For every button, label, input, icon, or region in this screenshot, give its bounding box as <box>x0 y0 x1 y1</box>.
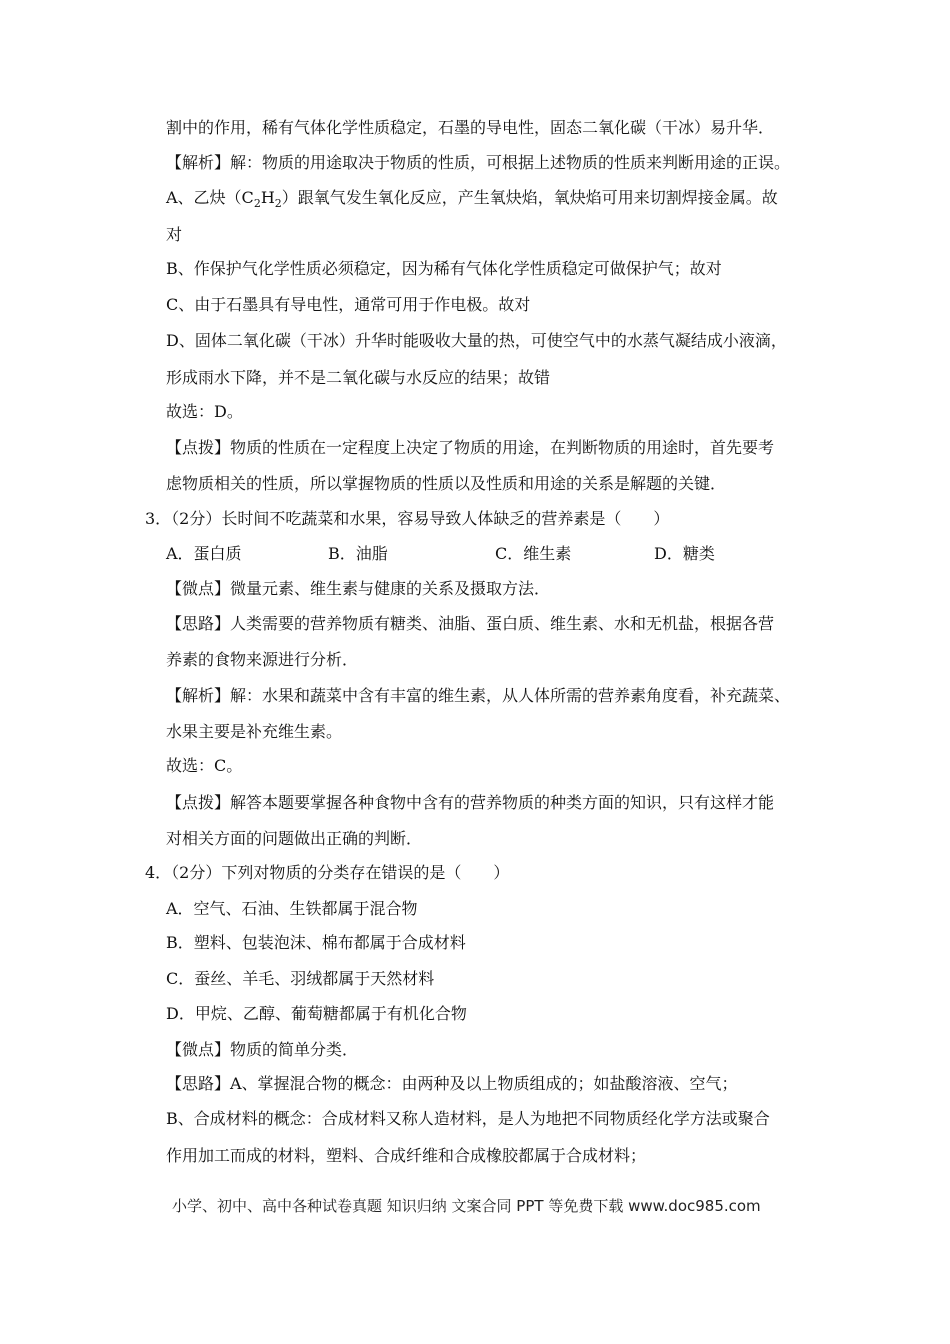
q3-option-a: A．蛋白质 <box>166 544 242 563</box>
paragraph-line: 虑物质相关的性质，所以掌握物质的性质以及性质和用途的关系是解题的关键． <box>166 474 727 493</box>
question-4: 4．（2分）下列对物质的分类存在错误的是（ ） <box>145 863 510 882</box>
paragraph-line: 对 <box>166 225 183 244</box>
option-a-explanation <box>166 188 778 211</box>
paragraph-line: B、合成材料的概念：合成材料又称人造材料，是人为地把不同物质经化学方法或聚合 <box>166 1109 770 1128</box>
q3-option-b: B．油脂 <box>328 544 388 563</box>
analysis-line: 【解析】解：物质的用途取决于物质的性质，可根据上述物质的性质来判断用途的正误。 <box>166 153 791 172</box>
text-segment: H <box>260 188 275 207</box>
answer-line: 故选：C。 <box>166 756 243 775</box>
q3-option-c: C．维生素 <box>495 544 572 563</box>
paragraph-line: 对相关方面的问题做出正确的判断． <box>166 829 423 848</box>
paragraph-line: 形成雨水下降，并不是二氧化碳与水反应的结果；故错 <box>166 368 551 387</box>
page-footer: 小学、初中、高中各种试卷真题 知识归纳 文案合同 PPT 等免费下载 www.doc985.com <box>172 1197 761 1215</box>
option-b-explanation: B、作保护气化学性质必须稳定，因为稀有气体化学性质稳定可做保护气；故对 <box>166 259 722 278</box>
answer-line: 故选：D。 <box>166 402 243 421</box>
subscript: 2 <box>253 197 261 211</box>
approach-line: 【思路】A、掌握混合物的概念：由两种及以上物质组成的；如盐酸溶液、空气； <box>166 1074 738 1093</box>
approach-line: 【思路】人类需要的营养物质有糖类、油脂、蛋白质、维生素、水和无机盐，根据各营 <box>166 614 775 633</box>
text-segment: ）跟氧气发生氧化反应，产生氧炔焰，氧炔焰可用来切割焊接金属。故 <box>281 188 778 207</box>
subscript: 2 <box>274 197 282 211</box>
q4-option-c: C．蚕丝、羊毛、羽绒都属于天然材料 <box>166 969 435 988</box>
tip-line: 【点拨】解答本题要掌握各种食物中含有的营养物质的种类方面的知识，只有这样才能 <box>166 793 775 812</box>
tip-line: 【点拨】物质的性质在一定程度上决定了物质的用途，在判断物质的用途时，首先要考 <box>166 438 775 457</box>
paragraph-line: 水果主要是补充维生素。 <box>166 722 343 741</box>
key-point-line: 【微点】微量元素、维生素与健康的关系及摄取方法． <box>166 579 551 598</box>
q4-option-d: D．甲烷、乙醇、葡萄糖都属于有机化合物 <box>166 1004 467 1023</box>
q4-option-a: A．空气、石油、生铁都属于混合物 <box>166 899 418 918</box>
text-segment: A、乙炔（C <box>166 188 254 207</box>
q4-option-b: B．塑料、包装泡沫、棉布都属于合成材料 <box>166 933 466 952</box>
paragraph-line: 割中的作用，稀有气体化学性质稳定，石墨的导电性，固态二氧化碳（干冰）易升华． <box>166 118 775 137</box>
question-3: 3．（2分）长时间不吃蔬菜和水果，容易导致人体缺乏的营养素是（ ） <box>145 509 670 528</box>
paragraph-line: 作用加工而成的材料，塑料、合成纤维和合成橡胶都属于合成材料； <box>166 1146 647 1165</box>
analysis-line: 【解析】解：水果和蔬菜中含有丰富的维生素，从人体所需的营养素角度看，补充蔬菜、 <box>166 686 791 705</box>
key-point-line: 【微点】物质的简单分类． <box>166 1040 359 1059</box>
paragraph-line: 养素的食物来源进行分析． <box>166 650 359 669</box>
option-c-explanation: C、由于石墨具有导电性，通常可用于作电极。故对 <box>166 295 531 314</box>
option-d-explanation: D、固体二氧化碳（干冰）升华时能吸收大量的热，可使空气中的水蒸气凝结成小液滴， <box>166 331 787 350</box>
q3-option-d: D．糖类 <box>654 544 715 563</box>
